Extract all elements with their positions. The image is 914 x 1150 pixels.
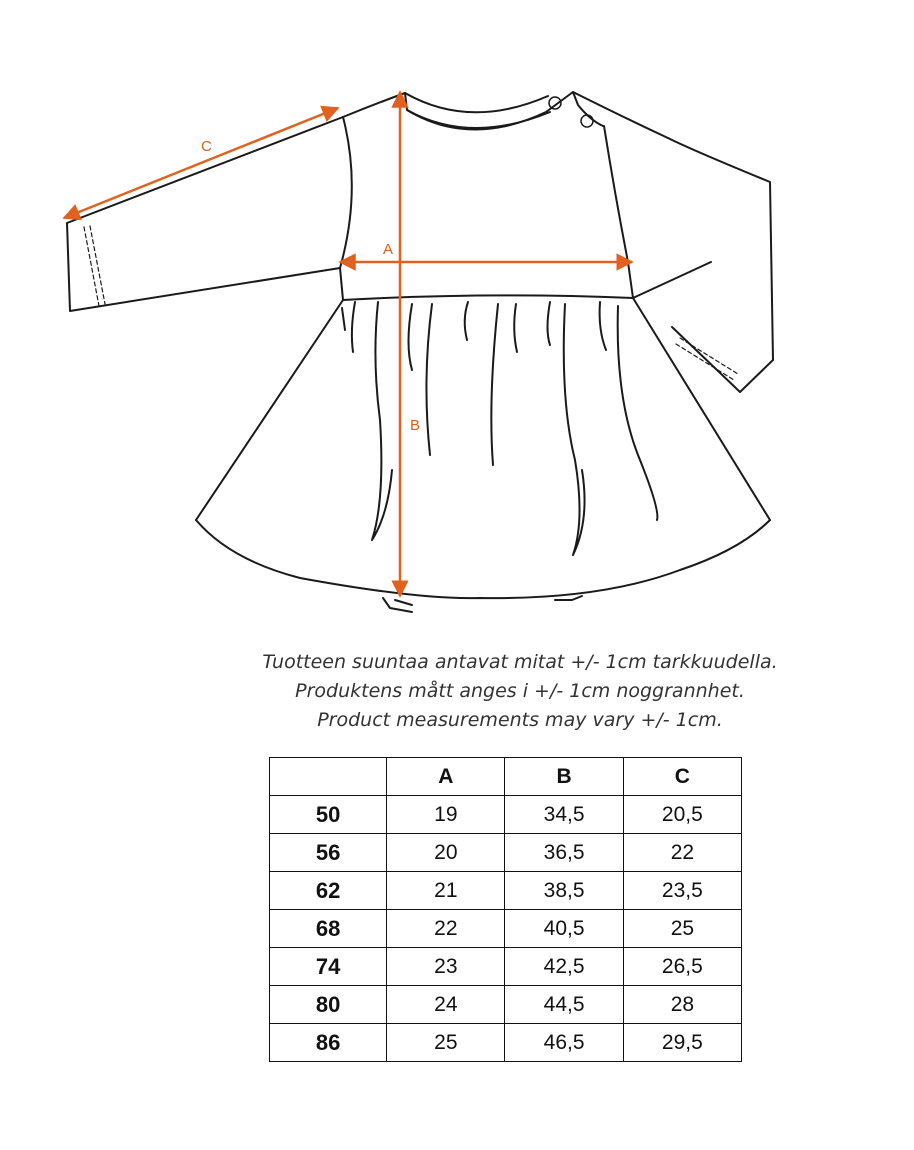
value-b: 38,5	[505, 872, 623, 910]
table-row	[270, 1024, 742, 1062]
dress-outline	[67, 92, 773, 612]
note-swedish: Produktens mått anges i +/- 1cm noggrannhet.	[295, 680, 745, 702]
value-b: 36,5	[505, 834, 623, 872]
value-a: 20	[387, 834, 505, 872]
size-table	[269, 757, 742, 1062]
value-c: 20,5	[623, 796, 741, 834]
table-header-row	[270, 758, 742, 796]
value-c: 23,5	[623, 872, 741, 910]
size-cell: 56	[270, 834, 387, 872]
value-c: 26,5	[623, 948, 741, 986]
size-cell: 80	[270, 986, 387, 1024]
table-row	[270, 872, 742, 910]
value-a: 19	[387, 796, 505, 834]
label-b: B	[410, 417, 421, 434]
value-a: 25	[387, 1024, 505, 1062]
value-b: 42,5	[505, 948, 623, 986]
size-cell: 68	[270, 910, 387, 948]
value-b: 46,5	[505, 1024, 623, 1062]
value-c: 29,5	[623, 1024, 741, 1062]
table-row	[270, 796, 742, 834]
table-row	[270, 948, 742, 986]
value-a: 24	[387, 986, 505, 1024]
value-c: 22	[623, 834, 741, 872]
header-c: C	[623, 758, 741, 796]
note-finnish: Tuotteen suuntaa antavat mitat +/- 1cm tarkkuudella.	[262, 651, 778, 673]
value-a: 23	[387, 948, 505, 986]
table-row	[270, 834, 742, 872]
size-cell: 50	[270, 796, 387, 834]
size-cell: 86	[270, 1024, 387, 1062]
measurement-arrow-c	[64, 108, 338, 218]
note-english: Product measurements may vary +/- 1cm.	[317, 709, 723, 731]
size-cell: 62	[270, 872, 387, 910]
header-corner	[270, 758, 387, 796]
header-a: A	[387, 758, 505, 796]
label-a: A	[383, 241, 394, 258]
table-row	[270, 986, 742, 1024]
value-b: 44,5	[505, 986, 623, 1024]
table-row	[270, 910, 742, 948]
value-a: 21	[387, 872, 505, 910]
value-b: 40,5	[505, 910, 623, 948]
value-c: 25	[623, 910, 741, 948]
size-cell: 74	[270, 948, 387, 986]
value-c: 28	[623, 986, 741, 1024]
measurement-notes	[200, 648, 840, 735]
value-a: 22	[387, 910, 505, 948]
header-b: B	[505, 758, 623, 796]
snap-button-icon	[581, 115, 593, 127]
label-c: C	[201, 138, 212, 155]
value-b: 34,5	[505, 796, 623, 834]
